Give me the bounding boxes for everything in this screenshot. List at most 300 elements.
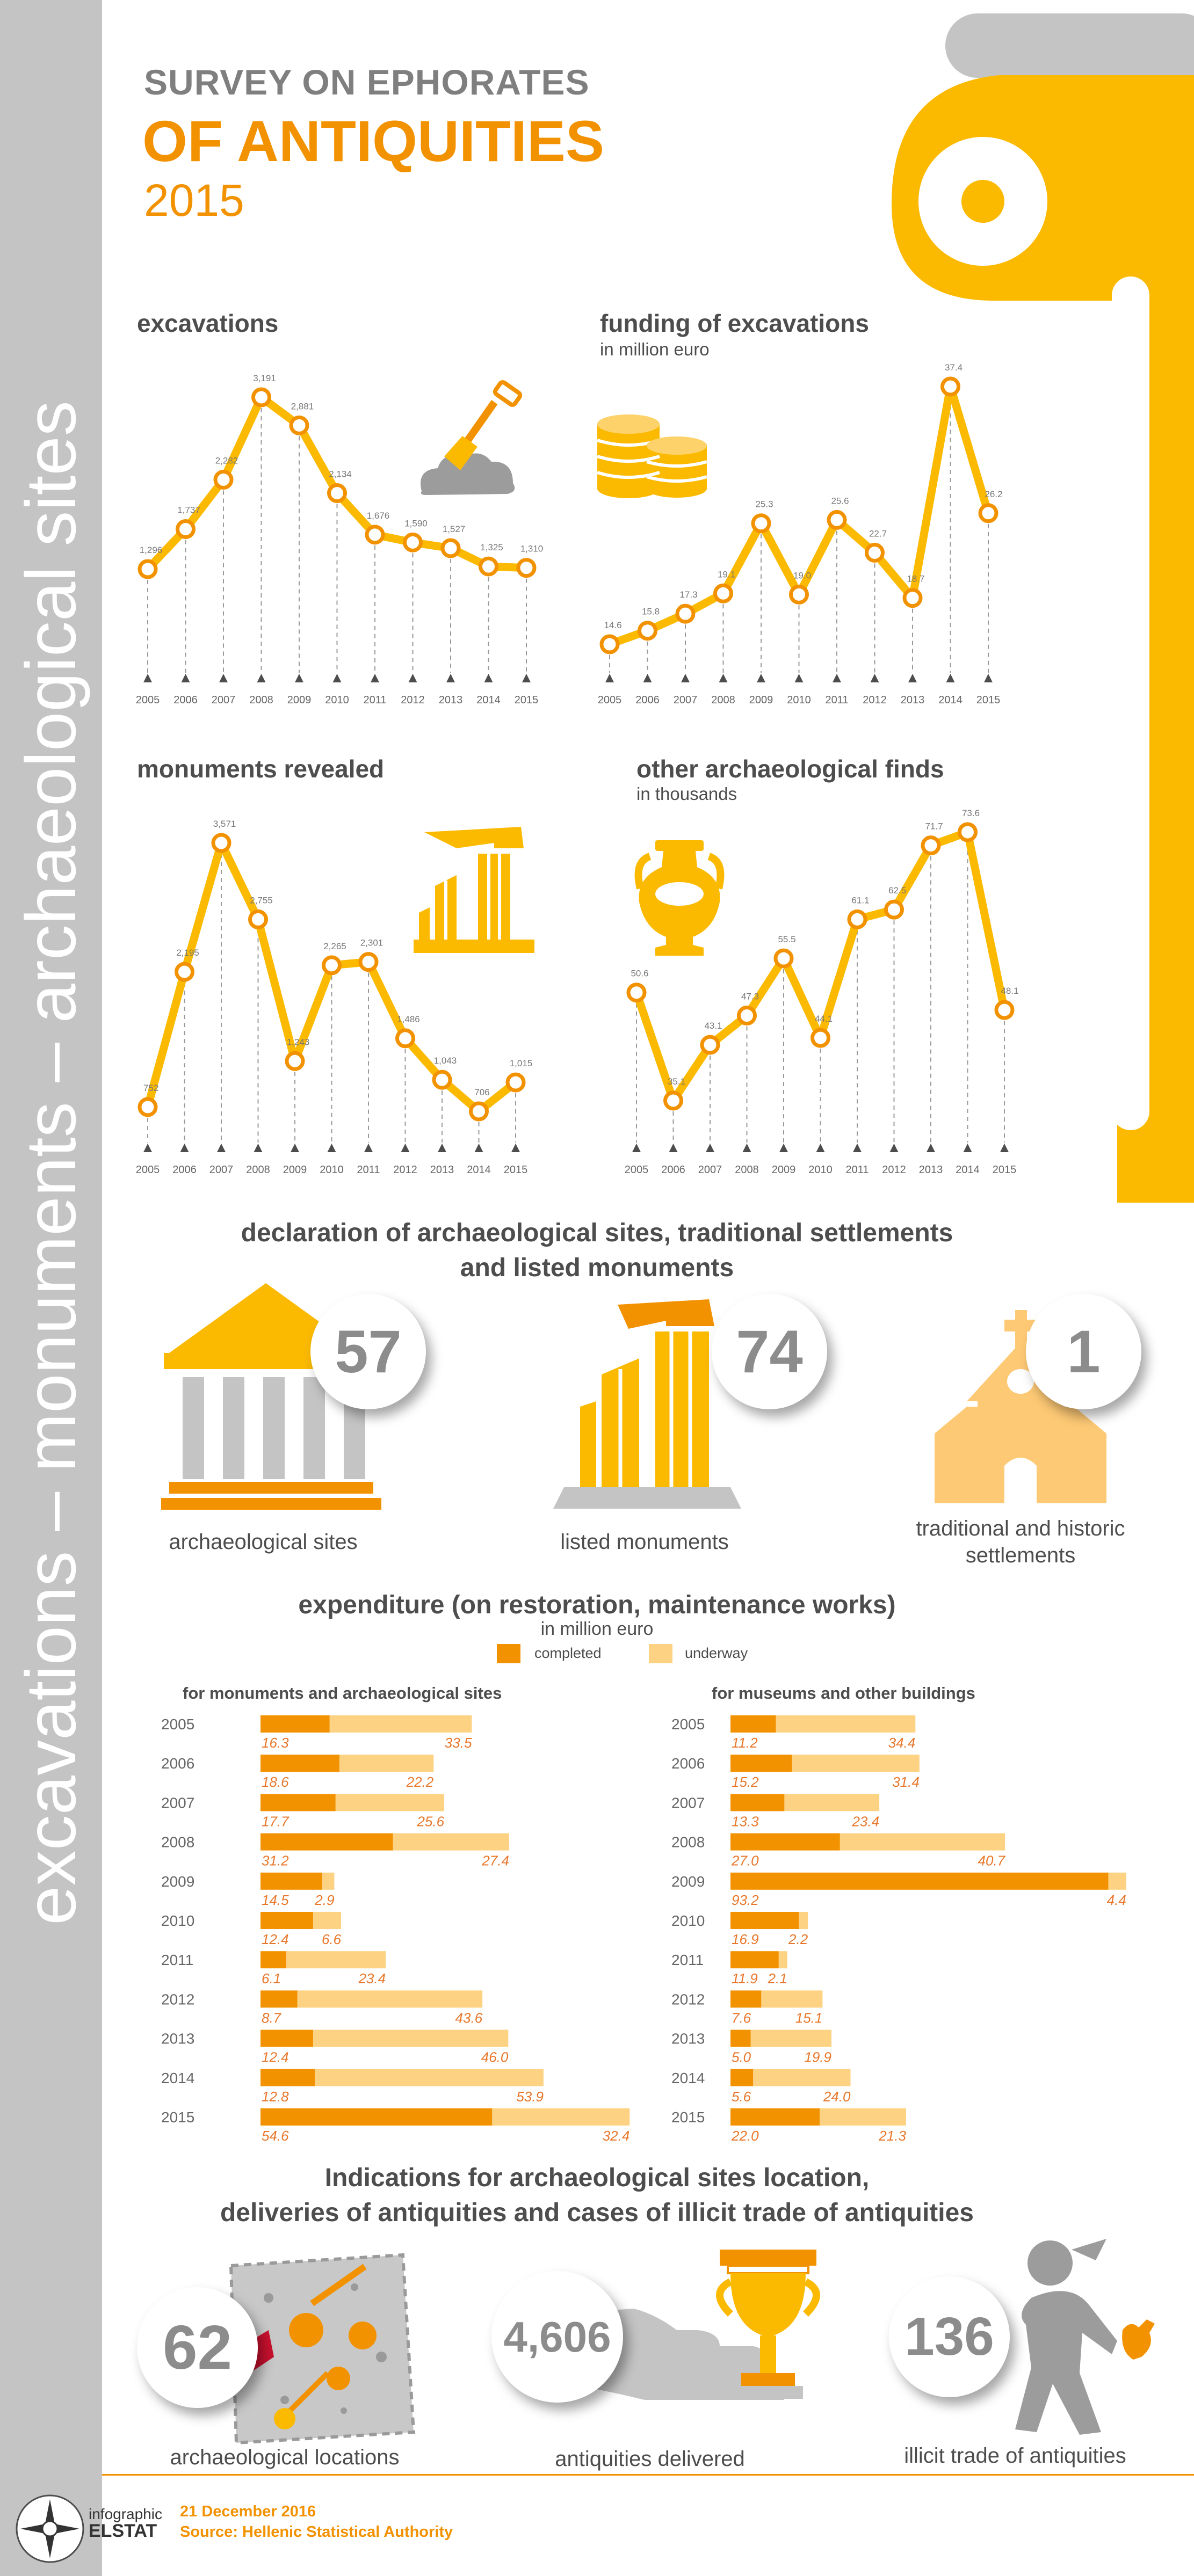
y-tick-label: 2010: [161, 1912, 195, 1929]
data-label-completed: 12.4: [262, 2049, 289, 2065]
bar-completed: [260, 1755, 339, 1772]
axis-marker: [833, 674, 841, 682]
data-label-completed: 12.8: [262, 2088, 289, 2105]
axis-marker: [217, 1144, 226, 1152]
data-point: [849, 911, 865, 927]
data-label: 17.3: [679, 590, 698, 600]
footer-divider: [102, 2474, 1194, 2476]
axis-marker: [605, 674, 614, 682]
data-label: 1,486: [397, 1014, 420, 1024]
axis-marker: [371, 674, 379, 682]
x-tick-label: 2006: [172, 1164, 197, 1176]
y-tick-label: 2007: [161, 1794, 195, 1811]
axis-marker: [816, 1144, 825, 1152]
x-tick-label: 2014: [467, 1164, 491, 1176]
data-point: [829, 512, 845, 528]
settlements-count: 1: [1026, 1294, 1141, 1409]
axis-marker: [719, 674, 728, 682]
bar-completed: [730, 1912, 799, 1929]
funding-line-chart: [585, 354, 1031, 730]
x-tick-label: 2014: [476, 694, 501, 706]
data-label-underway: 31.4: [892, 1774, 920, 1791]
y-tick-label: 2014: [161, 2069, 195, 2086]
bar-underway: [313, 2030, 508, 2047]
bar-completed: [730, 2030, 751, 2047]
data-label: 47.3: [741, 991, 759, 1002]
bar-completed: [260, 1873, 322, 1890]
data-label-underway: 23.4: [852, 1813, 880, 1830]
data-label: 1,527: [442, 523, 466, 534]
bar-underway: [784, 1794, 879, 1811]
bar-completed: [260, 1794, 336, 1811]
axis-marker: [853, 1144, 862, 1152]
title-year: 2015: [144, 175, 244, 225]
y-tick-label: 2015: [161, 2109, 195, 2126]
x-tick-label: 2009: [287, 694, 312, 706]
data-label-completed: 22.0: [732, 2128, 759, 2144]
footer-date: 21 December 2016: [180, 2503, 316, 2520]
bar-underway: [393, 1833, 509, 1851]
illicit-trade-count: 136: [889, 2276, 1010, 2397]
axis-marker: [927, 1144, 935, 1152]
data-point: [329, 485, 345, 501]
data-point: [960, 824, 976, 840]
data-label: 3,571: [213, 819, 236, 829]
data-label-completed: 15.2: [732, 1774, 759, 1791]
data-point: [715, 585, 732, 601]
x-tick-label: 2010: [808, 1164, 833, 1176]
data-label: 1,243: [286, 1037, 310, 1047]
listed-monuments-count: 74: [712, 1294, 827, 1409]
x-tick-label: 2011: [825, 694, 849, 706]
data-point: [250, 911, 266, 927]
data-label-underway: 22.2: [406, 1774, 434, 1791]
data-label-underway: 21.3: [879, 2128, 906, 2144]
axis-marker: [669, 1144, 678, 1152]
axis-marker: [143, 674, 152, 682]
axis-marker: [182, 674, 190, 682]
x-tick-label: 2006: [661, 1164, 685, 1176]
expenditure-unit: in million euro: [540, 1619, 654, 1639]
axis-marker: [871, 674, 879, 682]
data-label: 19.0: [793, 570, 812, 581]
data-label-underway: 2.9: [315, 1891, 335, 1908]
data-label: 62.5: [888, 885, 907, 896]
declaration-heading-line-2: and listed monuments: [460, 1253, 734, 1282]
data-point: [996, 1002, 1012, 1018]
data-label-underway: 23.4: [358, 1970, 386, 1987]
bar-underway: [751, 2030, 831, 2047]
data-label-completed: 12.4: [262, 1931, 289, 1947]
y-tick-label: 2010: [671, 1912, 705, 1929]
y-tick-label: 2005: [671, 1716, 705, 1733]
data-label-completed: 27.0: [732, 1852, 759, 1869]
x-tick-label: 2005: [135, 1164, 160, 1176]
data-point: [178, 521, 194, 537]
axis-marker: [984, 674, 993, 682]
data-label: 2,301: [360, 937, 383, 948]
data-label-completed: 31.2: [262, 1852, 289, 1869]
data-point: [886, 901, 902, 918]
axis-marker: [890, 1144, 899, 1152]
settlements-label-line-1: traditional and historic: [916, 1517, 1125, 1540]
data-label: 1,737: [177, 505, 200, 515]
bar-underway: [336, 1794, 444, 1811]
illicit-trade-label: illicit trade of antiquities: [904, 2444, 1126, 2468]
data-label-underway: 53.9: [516, 2088, 544, 2105]
data-label: 44.1: [814, 1014, 833, 1024]
settlements-label: [886, 1515, 1155, 1569]
bar-underway: [779, 1951, 787, 1968]
axis-marker: [401, 1144, 410, 1152]
x-tick-label: 2008: [711, 694, 735, 706]
x-tick-label: 2007: [673, 694, 698, 706]
axis-marker: [438, 1144, 446, 1152]
data-point: [291, 417, 307, 433]
title-line-1: SURVEY ON EPHORATES: [144, 62, 590, 102]
y-tick-label: 2011: [671, 1952, 704, 1969]
data-label: 43.1: [704, 1021, 722, 1031]
data-label: 73.6: [961, 808, 980, 818]
x-tick-label: 2011: [363, 694, 387, 706]
legend-completed-swatch: [497, 1644, 520, 1663]
bar-underway: [339, 1755, 433, 1772]
data-label-underway: 19.9: [804, 2049, 831, 2065]
data-point: [443, 540, 459, 556]
x-tick-label: 2005: [135, 694, 160, 706]
data-point: [140, 561, 156, 577]
y-tick-label: 2006: [671, 1755, 705, 1772]
x-tick-label: 2008: [249, 694, 273, 706]
axis-marker: [908, 674, 917, 682]
title-line-2: OF ANTIQUITIES: [142, 108, 604, 173]
data-label-completed: 8.7: [262, 2010, 281, 2026]
data-point: [943, 379, 959, 395]
x-tick-label: 2005: [624, 1164, 649, 1176]
data-label: 50.6: [631, 968, 649, 979]
data-label: 752: [143, 1082, 159, 1093]
data-point: [213, 835, 229, 851]
data-label: 25.3: [755, 499, 773, 510]
bar-chart-title-museums: for museums and other buildings: [712, 1684, 975, 1702]
data-point: [665, 1093, 682, 1109]
elstat-logo-icon: [15, 2494, 85, 2564]
footer-logo-line-2: ELSTAT: [89, 2521, 157, 2542]
data-label-underway: 6.6: [321, 1931, 342, 1947]
data-label: 706: [474, 1087, 490, 1097]
listed-monuments-label: listed monuments: [560, 1530, 729, 1554]
bar-underway: [313, 1912, 341, 1929]
x-tick-label: 2013: [918, 1164, 943, 1176]
archaeological-sites-count: 57: [310, 1294, 426, 1409]
bar-underway: [820, 2108, 906, 2126]
data-point: [471, 1103, 487, 1119]
bar-completed: [730, 1833, 840, 1851]
axis-marker: [219, 674, 228, 682]
legend-underway-label: underway: [685, 1645, 748, 1661]
bar-underway: [322, 1873, 335, 1890]
data-point: [177, 964, 193, 980]
indications-heading: [0, 2161, 1194, 2231]
x-tick-label: 2011: [357, 1164, 380, 1176]
x-tick-label: 2015: [992, 1164, 1017, 1176]
data-label-underway: 27.4: [482, 1852, 509, 1869]
bar-underway: [753, 2069, 850, 2086]
chart-title-monuments: monuments revealed: [137, 755, 385, 783]
y-tick-label: 2013: [671, 2030, 705, 2047]
x-tick-label: 2015: [976, 694, 1001, 706]
data-label: 2,282: [215, 455, 238, 466]
data-label: 25.6: [831, 496, 849, 506]
data-label-underway: 46.0: [481, 2049, 509, 2065]
data-label: 1,325: [480, 542, 503, 553]
data-label-completed: 7.6: [732, 2010, 751, 2026]
axis-marker: [446, 674, 455, 682]
bar-completed: [730, 1755, 792, 1772]
data-point: [140, 1099, 156, 1115]
bar-chart-title-monuments: for monuments and archaeological sites: [183, 1684, 502, 1702]
data-label-underway: 40.7: [978, 1852, 1005, 1869]
data-label-completed: 5.0: [732, 2049, 751, 2065]
data-label-underway: 2.2: [788, 1931, 808, 1947]
data-label-completed: 6.1: [262, 1970, 281, 1987]
y-tick-label: 2012: [671, 1991, 705, 2008]
bar-underway: [840, 1833, 1005, 1851]
axis-marker: [743, 1144, 751, 1152]
data-label-completed: 11.9: [732, 1970, 758, 1987]
axis-marker: [257, 674, 266, 682]
data-label: 1,676: [366, 510, 390, 521]
bar-completed: [730, 1794, 784, 1811]
bar-completed: [730, 2108, 820, 2126]
data-label-underway: 33.5: [444, 1735, 472, 1751]
data-label: 26.2: [985, 489, 1003, 499]
data-label: 71.7: [925, 821, 943, 832]
data-point: [739, 1008, 755, 1024]
x-tick-label: 2010: [787, 694, 811, 706]
axis-marker: [681, 674, 690, 682]
bar-completed: [260, 2069, 315, 2086]
side-vertical-title: excavations – monuments – archaeological sites: [11, 401, 90, 1925]
data-point: [628, 985, 645, 1001]
data-label: 61.1: [851, 895, 870, 906]
axis-marker: [295, 674, 303, 682]
bar-underway: [1109, 1873, 1126, 1890]
axis-marker: [779, 1144, 788, 1152]
data-point: [677, 606, 693, 622]
settlements-label-line-2: settlements: [965, 1544, 1076, 1567]
data-point: [287, 1053, 303, 1069]
amphora-icon: [634, 840, 725, 956]
data-point: [367, 527, 383, 543]
x-tick-label: 2012: [401, 694, 425, 706]
bar-completed: [730, 1873, 1109, 1890]
x-tick-label: 2007: [211, 694, 236, 706]
x-tick-label: 2010: [320, 1164, 344, 1176]
data-point: [640, 623, 656, 639]
chart-title-excavations: excavations: [137, 309, 279, 337]
axis-marker: [143, 1144, 152, 1152]
bar-completed: [260, 1990, 298, 2007]
y-tick-label: 2006: [161, 1755, 195, 1772]
bar-underway: [776, 1715, 916, 1733]
x-tick-label: 2005: [597, 694, 622, 706]
data-label: 37.4: [944, 362, 963, 373]
data-label-completed: 16.9: [732, 1931, 759, 1947]
shovel-icon: [411, 376, 529, 505]
axis-marker: [946, 674, 955, 682]
indications-heading-line-1: Indications for archaeological sites location,: [324, 2164, 870, 2192]
data-label: 2,265: [323, 941, 346, 951]
footer-source: Source: Hellenic Statistical Authority: [180, 2523, 453, 2541]
data-point: [791, 586, 807, 602]
x-tick-label: 2006: [173, 694, 198, 706]
chart-title-funding: funding of excavations: [600, 309, 869, 337]
bar-underway: [799, 1912, 808, 1929]
axis-marker: [364, 1144, 373, 1152]
bar-completed: [260, 1951, 286, 1968]
bar-underway: [286, 1951, 386, 1968]
data-point: [904, 590, 921, 606]
x-tick-label: 2009: [771, 1164, 796, 1176]
axis-marker: [1000, 1144, 1009, 1152]
data-label: 1,043: [433, 1056, 457, 1066]
data-point: [813, 1030, 829, 1046]
bar-completed: [260, 1912, 313, 1929]
x-tick-label: 2009: [749, 694, 773, 706]
x-tick-label: 2006: [635, 694, 660, 706]
bar-completed: [730, 1951, 779, 1968]
axis-marker: [964, 1144, 972, 1152]
antiquities-delivered-label: antiquities delivered: [555, 2447, 745, 2471]
axis-marker: [291, 1144, 299, 1152]
data-label: 2,134: [329, 469, 352, 479]
archaeological-locations-count: 62: [137, 2287, 258, 2408]
x-tick-label: 2007: [698, 1164, 722, 1176]
data-label-underway: 34.4: [888, 1735, 916, 1751]
data-label-underway: 43.6: [455, 2010, 483, 2026]
axis-marker: [757, 674, 765, 682]
x-tick-label: 2010: [325, 694, 349, 706]
bar-completed: [260, 1715, 330, 1733]
x-tick-label: 2012: [882, 1164, 906, 1176]
data-label-underway: 2.1: [768, 1970, 787, 1987]
data-label-underway: 24.0: [823, 2088, 851, 2105]
expenditure-monuments-bar-chart: [129, 1707, 630, 2148]
y-tick-label: 2014: [671, 2069, 705, 2086]
x-tick-label: 2012: [393, 1164, 417, 1176]
x-tick-label: 2011: [845, 1164, 869, 1176]
data-point: [702, 1037, 718, 1053]
axis-marker: [706, 1144, 714, 1152]
bar-underway: [792, 1755, 920, 1772]
y-tick-label: 2012: [161, 1991, 195, 2008]
footer-logo-text: [89, 2506, 162, 2541]
data-label-completed: 13.3: [732, 1813, 759, 1830]
axis-marker: [180, 1144, 189, 1152]
data-label: 35.1: [667, 1076, 686, 1087]
data-label-completed: 14.5: [262, 1891, 289, 1908]
data-label-completed: 17.7: [262, 1813, 289, 1830]
bar-completed: [730, 2069, 753, 2086]
data-label: 19.1: [717, 569, 736, 580]
bar-completed: [260, 2030, 313, 2047]
expenditure-museums-bar-chart: [655, 1707, 1155, 2148]
data-label: 1,296: [139, 545, 163, 555]
data-label: 14.6: [604, 620, 622, 630]
x-tick-label: 2013: [900, 694, 925, 706]
archaeological-sites-label: archaeological sites: [169, 1530, 358, 1554]
data-label: 2,881: [291, 401, 314, 412]
data-label: 3,191: [253, 373, 276, 383]
bar-underway: [315, 2069, 544, 2086]
axis-marker: [643, 674, 652, 682]
data-point: [508, 1074, 524, 1090]
coins-icon: [596, 413, 709, 505]
data-point: [324, 957, 340, 973]
axis-marker: [409, 674, 417, 682]
bar-underway: [761, 1990, 822, 2007]
data-label-underway: 4.4: [1106, 1891, 1126, 1908]
x-tick-label: 2007: [209, 1164, 234, 1176]
x-tick-label: 2013: [438, 694, 463, 706]
x-tick-label: 2009: [283, 1164, 307, 1176]
chart-subtitle-funding: in million euro: [600, 339, 710, 359]
x-tick-label: 2014: [956, 1164, 980, 1176]
data-label-completed: 11.2: [732, 1735, 758, 1751]
x-tick-label: 2014: [938, 694, 963, 706]
y-tick-label: 2005: [161, 1716, 195, 1733]
expenditure-heading: expenditure (on restoration, maintenance works): [298, 1591, 896, 1619]
data-label-underway: 25.6: [417, 1813, 445, 1830]
thief-icon: [994, 2239, 1171, 2437]
data-label: 15.8: [641, 606, 660, 617]
axis-marker: [522, 674, 531, 682]
data-label: 55.5: [778, 934, 796, 945]
data-point: [923, 838, 939, 854]
data-label-completed: 16.3: [262, 1735, 289, 1751]
bar-completed: [730, 1990, 761, 2007]
bar-completed: [730, 1715, 776, 1733]
data-label: 1,015: [509, 1058, 533, 1069]
bar-underway: [492, 2108, 629, 2126]
axis-marker: [475, 1144, 483, 1152]
legend-underway-swatch: [649, 1644, 672, 1663]
data-label-completed: 5.6: [732, 2088, 751, 2105]
x-tick-label: 2012: [863, 694, 887, 706]
data-label-underway: 15.1: [795, 2010, 823, 2026]
axis-marker: [632, 1144, 641, 1152]
footer-logo-line-1: infographic: [89, 2506, 162, 2522]
x-tick-label: 2015: [503, 1164, 528, 1176]
data-point: [360, 954, 377, 970]
data-label: 1,310: [520, 543, 544, 554]
y-tick-label: 2009: [161, 1873, 195, 1890]
bar-completed: [260, 1833, 393, 1851]
data-point: [397, 1030, 414, 1046]
data-label: 1,590: [404, 518, 428, 529]
indications-heading-line-2: deliveries of antiquities and cases of illicit trade of antiquities: [220, 2198, 974, 2227]
data-label-completed: 93.2: [732, 1891, 759, 1908]
data-point: [481, 558, 497, 574]
axis-marker: [254, 1144, 263, 1152]
axis-marker: [511, 1144, 520, 1152]
x-tick-label: 2013: [430, 1164, 454, 1176]
chart-title-finds: other archaeological finds: [636, 755, 944, 783]
axis-marker: [328, 1144, 336, 1152]
ruins-icon: [414, 827, 534, 953]
data-label: 2,755: [250, 895, 273, 906]
